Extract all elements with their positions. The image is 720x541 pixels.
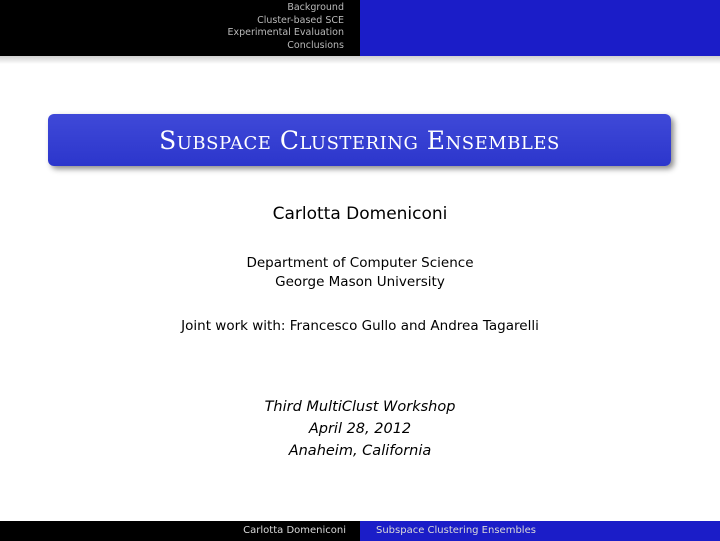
event-location: Anaheim, California [288,443,432,459]
nav-item-experimental-evaluation[interactable]: Experimental Evaluation [227,27,344,39]
nav-panel-right [360,0,720,56]
nav-item-conclusions[interactable]: Conclusions [287,40,344,52]
university: George Mason University [275,274,445,290]
joint-work-note: Joint work with: Francesco Gullo and Andrea Tagarelli [181,318,539,334]
event-date: April 28, 2012 [308,421,412,437]
footer-bar [0,521,720,541]
footer-left [0,521,360,541]
nav-item-background[interactable]: Background [287,2,344,13]
slide-title: Subspace Clustering Ensembles [159,125,560,155]
footer-right [360,521,720,541]
workshop-name: Third MultiClust Workshop [264,399,456,415]
nav-item-cluster-based-sce[interactable]: Cluster-based SCE [257,14,344,26]
title-box [48,114,671,166]
footer-title: Subspace Clustering Ensembles [376,525,536,536]
footer-author: Carlotta Domeniconi [243,525,346,536]
department: Department of Computer Science [246,255,474,271]
author-name: Carlotta Domeniconi [272,204,448,224]
header-shadow [0,56,720,64]
section-navigation [228,2,345,53]
top-navigation-bar [0,0,720,56]
nav-panel-left [0,0,360,56]
